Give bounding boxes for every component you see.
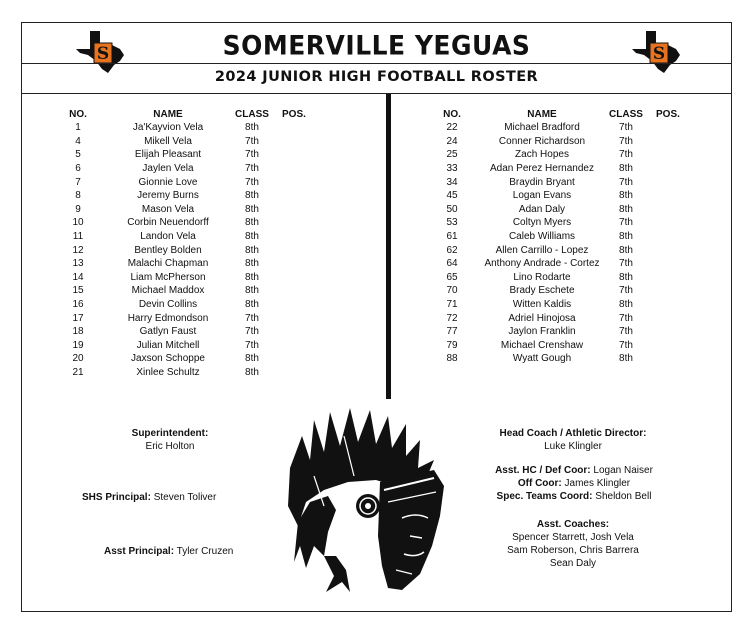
player-class: 7th [619,339,633,351]
col-header-no: NO. [443,108,461,120]
player-class: 7th [245,163,259,175]
player-name: Jaxson Schoppe [131,353,205,365]
table-row [52,311,322,325]
spec-teams-line [462,490,686,503]
player-number: 5 [75,149,81,161]
player-class: 8th [619,203,633,215]
player-name: Coltyn Myers [512,217,572,229]
column-divider [386,94,391,399]
player-name: Jeremy Burns [137,190,199,202]
player-class: 7th [245,339,259,351]
table-row [426,352,696,366]
table-row [52,243,322,257]
superintendent-block [110,427,230,453]
player-class: 8th [245,285,259,297]
table-row [52,189,322,203]
player-class: 8th [619,271,633,283]
player-class: 8th [245,258,259,270]
player-class: 8th [619,299,633,311]
player-name: Michael Crenshaw [500,339,584,351]
table-row [426,257,696,271]
table-row [52,298,322,312]
table-row [52,271,322,285]
player-class: 8th [245,217,259,229]
col-header-pos: POS. [656,108,680,120]
player-number: 71 [446,299,458,311]
player-name: Ja'Kayvion Vela [132,122,204,134]
player-class: 8th [619,190,633,202]
player-class: 8th [245,366,259,378]
player-number: 11 [72,231,84,243]
player-number: 65 [446,271,458,283]
table-row [426,216,696,230]
header-rule [22,93,731,94]
player-class: 7th [619,122,633,134]
player-name: Mikell Vela [144,135,192,147]
player-name: Anthony Andrade - Cortez [484,258,600,270]
player-class: 7th [619,258,633,270]
page-title: SOMERVILLE YEGUAS [222,30,531,61]
head-coach-name: Luke Klingler [544,441,602,452]
player-name: Logan Evans [512,190,572,202]
table-row [426,148,696,162]
principal-block [82,491,282,504]
player-number: 53 [446,217,458,229]
player-number: 1 [75,122,81,134]
player-name: Adan Perez Hernandez [490,163,594,175]
player-name: Braydin Bryant [509,176,575,188]
table-row [52,284,322,298]
player-name: Michael Maddox [131,285,205,297]
player-number: 10 [72,217,84,229]
player-name: Allen Carrillo - Lopez [495,244,589,256]
player-class: 7th [619,326,633,338]
player-class: 7th [245,176,259,188]
player-number: 88 [446,353,458,365]
table-row [52,325,322,339]
player-number: 13 [72,258,84,270]
player-number: 18 [72,326,84,338]
table-row [426,230,696,244]
player-class: 8th [245,244,259,256]
table-row [52,148,322,162]
off-coor-label: Off Coor: [517,478,562,489]
player-number: 9 [75,203,81,215]
col-header-name: NAME [527,108,557,120]
player-name: Conner Richardson [498,135,586,147]
table-row [426,175,696,189]
table-row [426,162,696,176]
asst-coaches-block [478,518,668,570]
player-name: Devin Collins [138,299,198,311]
player-name: Zach Hopes [515,149,569,161]
svg-text:S: S [96,44,110,64]
table-row [52,339,322,353]
roster-table-left [52,107,322,379]
player-class: 7th [619,217,633,229]
player-number: 4 [75,135,81,147]
header-rule [22,63,731,64]
asst-coaches-line: Sam Roberson, Chris Barrera [507,545,639,556]
player-class: 7th [619,176,633,188]
coordinators-block [462,464,686,503]
principal-label: SHS Principal: [82,492,151,503]
roster-header-row [52,107,322,121]
player-number: 12 [72,244,84,256]
table-row [52,203,322,217]
asst-principal-block [104,545,304,558]
player-name: Bentley Bolden [134,244,202,256]
player-name: Witten Kaldis [512,299,572,311]
player-name: Michael Bradford [504,122,580,134]
player-class: 8th [245,299,259,311]
player-name: Caleb Williams [508,231,576,243]
table-row [52,175,322,189]
table-row [52,352,322,366]
player-class: 8th [619,163,633,175]
player-number: 62 [446,244,458,256]
player-class: 8th [619,244,633,256]
player-number: 8 [75,190,81,202]
table-row [426,284,696,298]
table-row [426,189,696,203]
principal-name: Steven Toliver [153,492,217,503]
col-header-name: NAME [153,108,183,120]
asst-hc-name: Logan Naiser [593,465,653,476]
player-number: 50 [446,203,458,215]
player-number: 19 [72,339,84,351]
player-number: 17 [72,312,84,324]
roster-table-right [426,107,696,366]
player-name: Adan Daly [518,203,566,215]
player-name: Gionnie Love [138,176,198,188]
player-name: Mason Vela [141,203,195,215]
col-header-class: CLASS [609,108,643,120]
player-number: 77 [446,326,458,338]
table-row [52,121,322,135]
asst-hc-line [462,464,686,477]
head-coach-block [478,427,668,453]
spec-teams-name: Sheldon Bell [595,491,652,502]
table-row [426,243,696,257]
player-class: 8th [245,271,259,283]
col-header-pos: POS. [282,108,306,120]
player-class: 8th [619,353,633,365]
table-row [426,121,696,135]
asst-principal-name: Tyler Cruzen [176,546,234,557]
off-coor-name: James Klingler [564,478,631,489]
table-row [426,271,696,285]
col-header-no: NO. [69,108,87,120]
player-class: 8th [245,203,259,215]
superintendent-label: Superintendent: [131,428,209,439]
player-class: 7th [619,149,633,161]
table-row [52,135,322,149]
player-number: 16 [72,299,84,311]
roster-header-row [426,107,696,121]
asst-coaches-label: Asst. Coaches: [536,519,610,530]
table-row [52,230,322,244]
player-name: Julian Mitchell [136,339,200,351]
player-number: 79 [446,339,458,351]
player-number: 7 [75,176,81,188]
player-name: Liam McPherson [130,271,206,283]
svg-text:S: S [652,44,666,64]
table-row [52,216,322,230]
player-class: 7th [245,312,259,324]
player-name: Corbin Neuendorff [127,217,209,229]
player-number: 21 [72,366,84,378]
table-row [426,298,696,312]
player-class: 7th [619,285,633,297]
asst-principal-label: Asst Principal: [104,546,175,557]
player-number: 72 [446,312,458,324]
player-name: Wyatt Gough [512,353,572,365]
player-class: 8th [245,231,259,243]
player-number: 15 [72,285,84,297]
table-row [426,203,696,217]
player-name: Jaylon Franklin [508,326,576,338]
player-name: Elijah Pleasant [134,149,202,161]
table-row [52,257,322,271]
player-class: 7th [619,135,633,147]
head-coach-label: Head Coach / Athletic Director: [499,428,647,439]
player-class: 7th [619,312,633,324]
player-name: Jaylen Vela [142,163,194,175]
spec-teams-label: Spec. Teams Coord: [496,491,593,502]
col-header-class: CLASS [235,108,269,120]
player-number: 25 [446,149,458,161]
table-row [52,366,322,380]
player-name: Adriel Hinojosa [508,312,576,324]
table-row [52,162,322,176]
player-class: 7th [245,135,259,147]
player-class: 8th [619,231,633,243]
player-number: 33 [446,163,458,175]
player-name: Malachi Chapman [127,258,209,270]
player-name: Gatlyn Faust [139,326,197,338]
player-number: 45 [446,190,458,202]
player-name: Landon Vela [140,231,196,243]
asst-hc-label: Asst. HC / Def Coor: [495,465,591,476]
off-coor-line [462,477,686,490]
player-class: 8th [245,122,259,134]
table-row [426,311,696,325]
superintendent-name: Eric Holton [145,441,195,452]
player-class: 8th [245,190,259,202]
player-number: 24 [446,135,458,147]
asst-coaches-line: Spencer Starrett, Josh Vela [512,532,634,543]
player-name: Harry Edmondson [127,312,209,324]
player-number: 64 [446,258,458,270]
player-number: 22 [446,122,458,134]
player-class: 8th [245,353,259,365]
player-number: 70 [446,285,458,297]
player-number: 20 [72,353,84,365]
table-row [426,135,696,149]
indian-chief-mascot [284,406,452,592]
table-row [426,325,696,339]
player-name: Xinlee Schultz [136,366,200,378]
player-number: 14 [72,271,84,283]
page-subtitle: 2024 JUNIOR HIGH FOOTBALL ROSTER [214,69,539,85]
player-name: Brady Eschete [509,285,575,297]
player-number: 6 [75,163,81,175]
table-row [426,339,696,353]
player-class: 7th [245,326,259,338]
player-name: Lino Rodarte [513,271,571,283]
player-number: 61 [446,231,458,243]
asst-coaches-line: Sean Daly [549,558,597,569]
roster-sheet [21,22,732,612]
player-number: 34 [446,176,458,188]
player-class: 7th [245,149,259,161]
